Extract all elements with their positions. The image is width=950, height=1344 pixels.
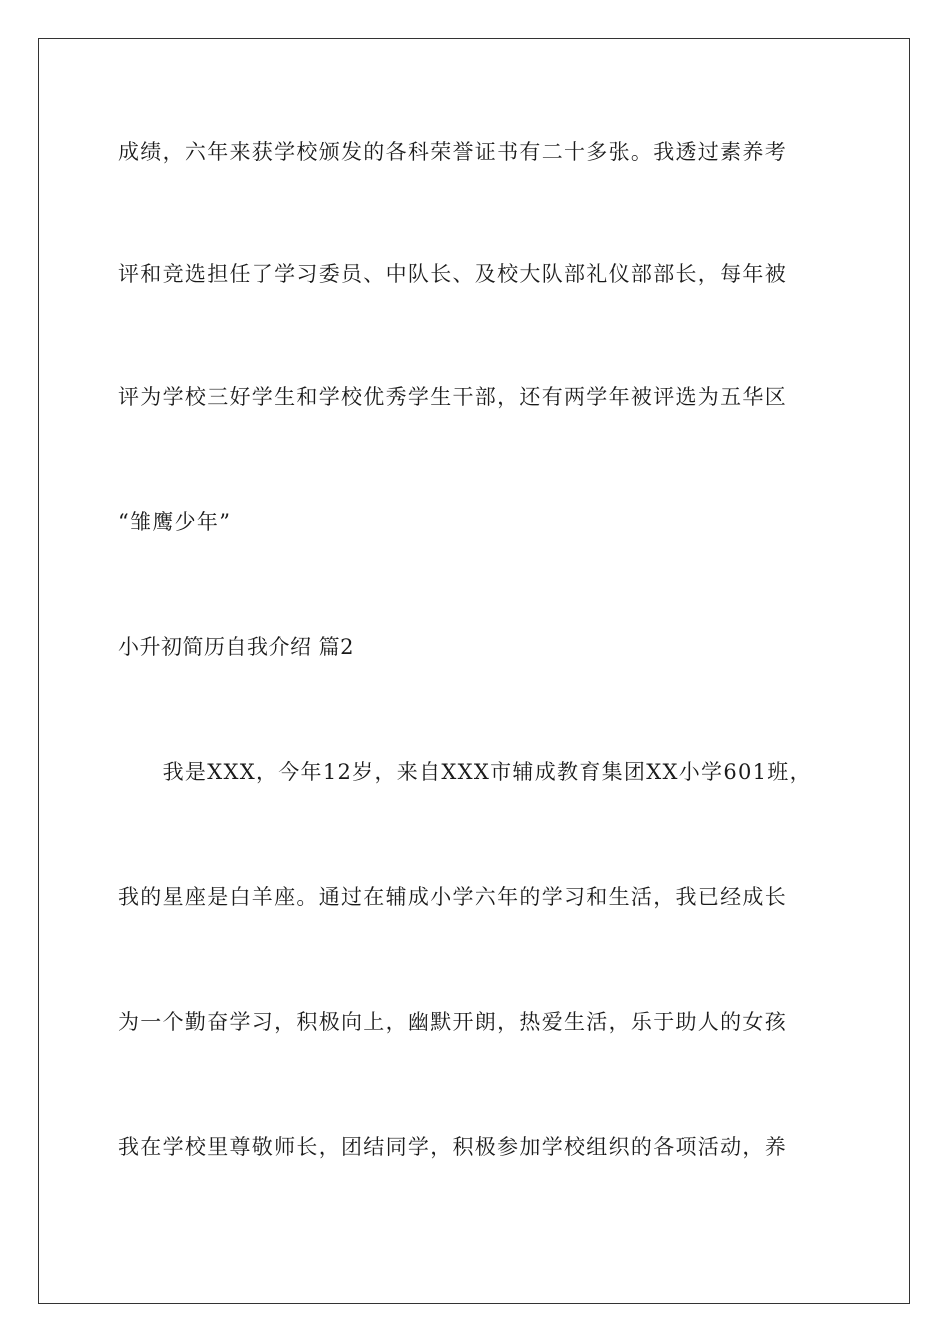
page-border	[38, 38, 910, 1304]
section-heading: 小升初简历自我介绍 篇2	[118, 635, 355, 659]
paragraph-line: 我是XXX，今年12岁，来自XXX市辅成教育集团XX小学601班，	[118, 760, 812, 784]
paragraph-line: “雏鹰少年”	[118, 510, 232, 534]
paragraph-line: 我的星座是白羊座。通过在辅成小学六年的学习和生活，我已经成长	[118, 885, 787, 909]
paragraph-line: 成绩，六年来获学校颁发的各科荣誉证书有二十多张。我透过素养考	[118, 140, 787, 164]
paragraph-line: 我在学校里尊敬师长，团结同学，积极参加学校组织的各项活动，养	[118, 1135, 787, 1159]
paragraph-line: 评为学校三好学生和学校优秀学生干部，还有两学年被评选为五华区	[118, 385, 787, 409]
paragraph-line: 为一个勤奋学习，积极向上，幽默开朗，热爱生活，乐于助人的女孩	[118, 1010, 787, 1034]
paragraph-line: 评和竞选担任了学习委员、中队长、及校大队部礼仪部部长，每年被	[118, 262, 787, 286]
